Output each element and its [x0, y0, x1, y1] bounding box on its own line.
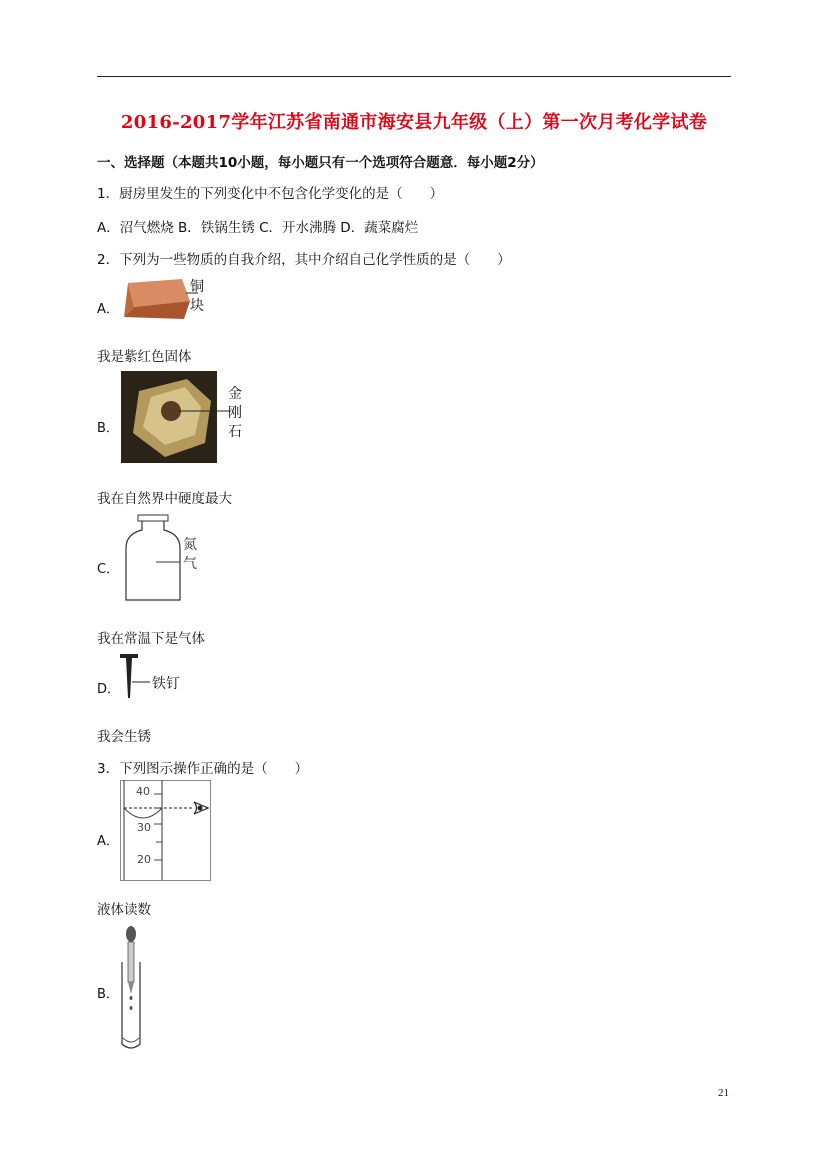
graduated-cylinder-image [120, 780, 212, 882]
option-b-caption: 我在自然界中硬度最大 [97, 491, 232, 507]
option-a-caption-q3: 液体读数 [97, 902, 151, 918]
option-a-letter: A． [97, 302, 119, 317]
dropper-test-tube-image [118, 922, 144, 1054]
question-2-stem: 2．下列为一些物质的自我介绍，其中介绍自己化学性质的是（ ） [97, 252, 511, 268]
iron-nail-label: 铁钉 [152, 676, 180, 692]
page-title: 2016-2017学年江苏省南通市海安县九年级（上）第一次月考化学试卷 [120, 112, 708, 133]
dropper-bulb [126, 926, 136, 942]
page-number: 21 [718, 1087, 729, 1099]
option-c-caption: 我在常温下是气体 [97, 631, 205, 647]
nail-shaft [126, 658, 132, 698]
option-d-letter: D． [97, 682, 121, 697]
option-b-letter-q3: B． [97, 987, 119, 1002]
option-b-letter: B． [97, 421, 119, 436]
option-a-letter-q3: A． [97, 834, 119, 849]
question-1-options: A．沼气燃烧 B．铁锅生锈 C．开水沸腾 D．蔬菜腐烂 [97, 220, 419, 236]
scale-20: 20 [137, 853, 151, 866]
nitrogen-label: 氮 气 [183, 537, 197, 572]
diamond-label: 金 刚 石 [228, 386, 242, 440]
question-1-stem: 1．厨房里发生的下列变化中不包含化学变化的是（ ） [97, 186, 444, 202]
diamond-image [121, 371, 243, 463]
scale-40: 40 [136, 785, 150, 798]
copper-label: 铜 块 [190, 279, 204, 314]
section-heading: 一、选择题（本题共10小题，每小题只有一个选项符合题意．每小题2分） [97, 155, 544, 171]
question-3-stem: 3．下列图示操作正确的是（ ） [97, 761, 309, 777]
option-c-letter: C． [97, 562, 120, 577]
option-d-caption: 我会生锈 [97, 729, 151, 745]
option-a-caption: 我是紫红色固体 [97, 349, 192, 365]
scale-30: 30 [137, 821, 151, 834]
header-rule [97, 76, 731, 77]
